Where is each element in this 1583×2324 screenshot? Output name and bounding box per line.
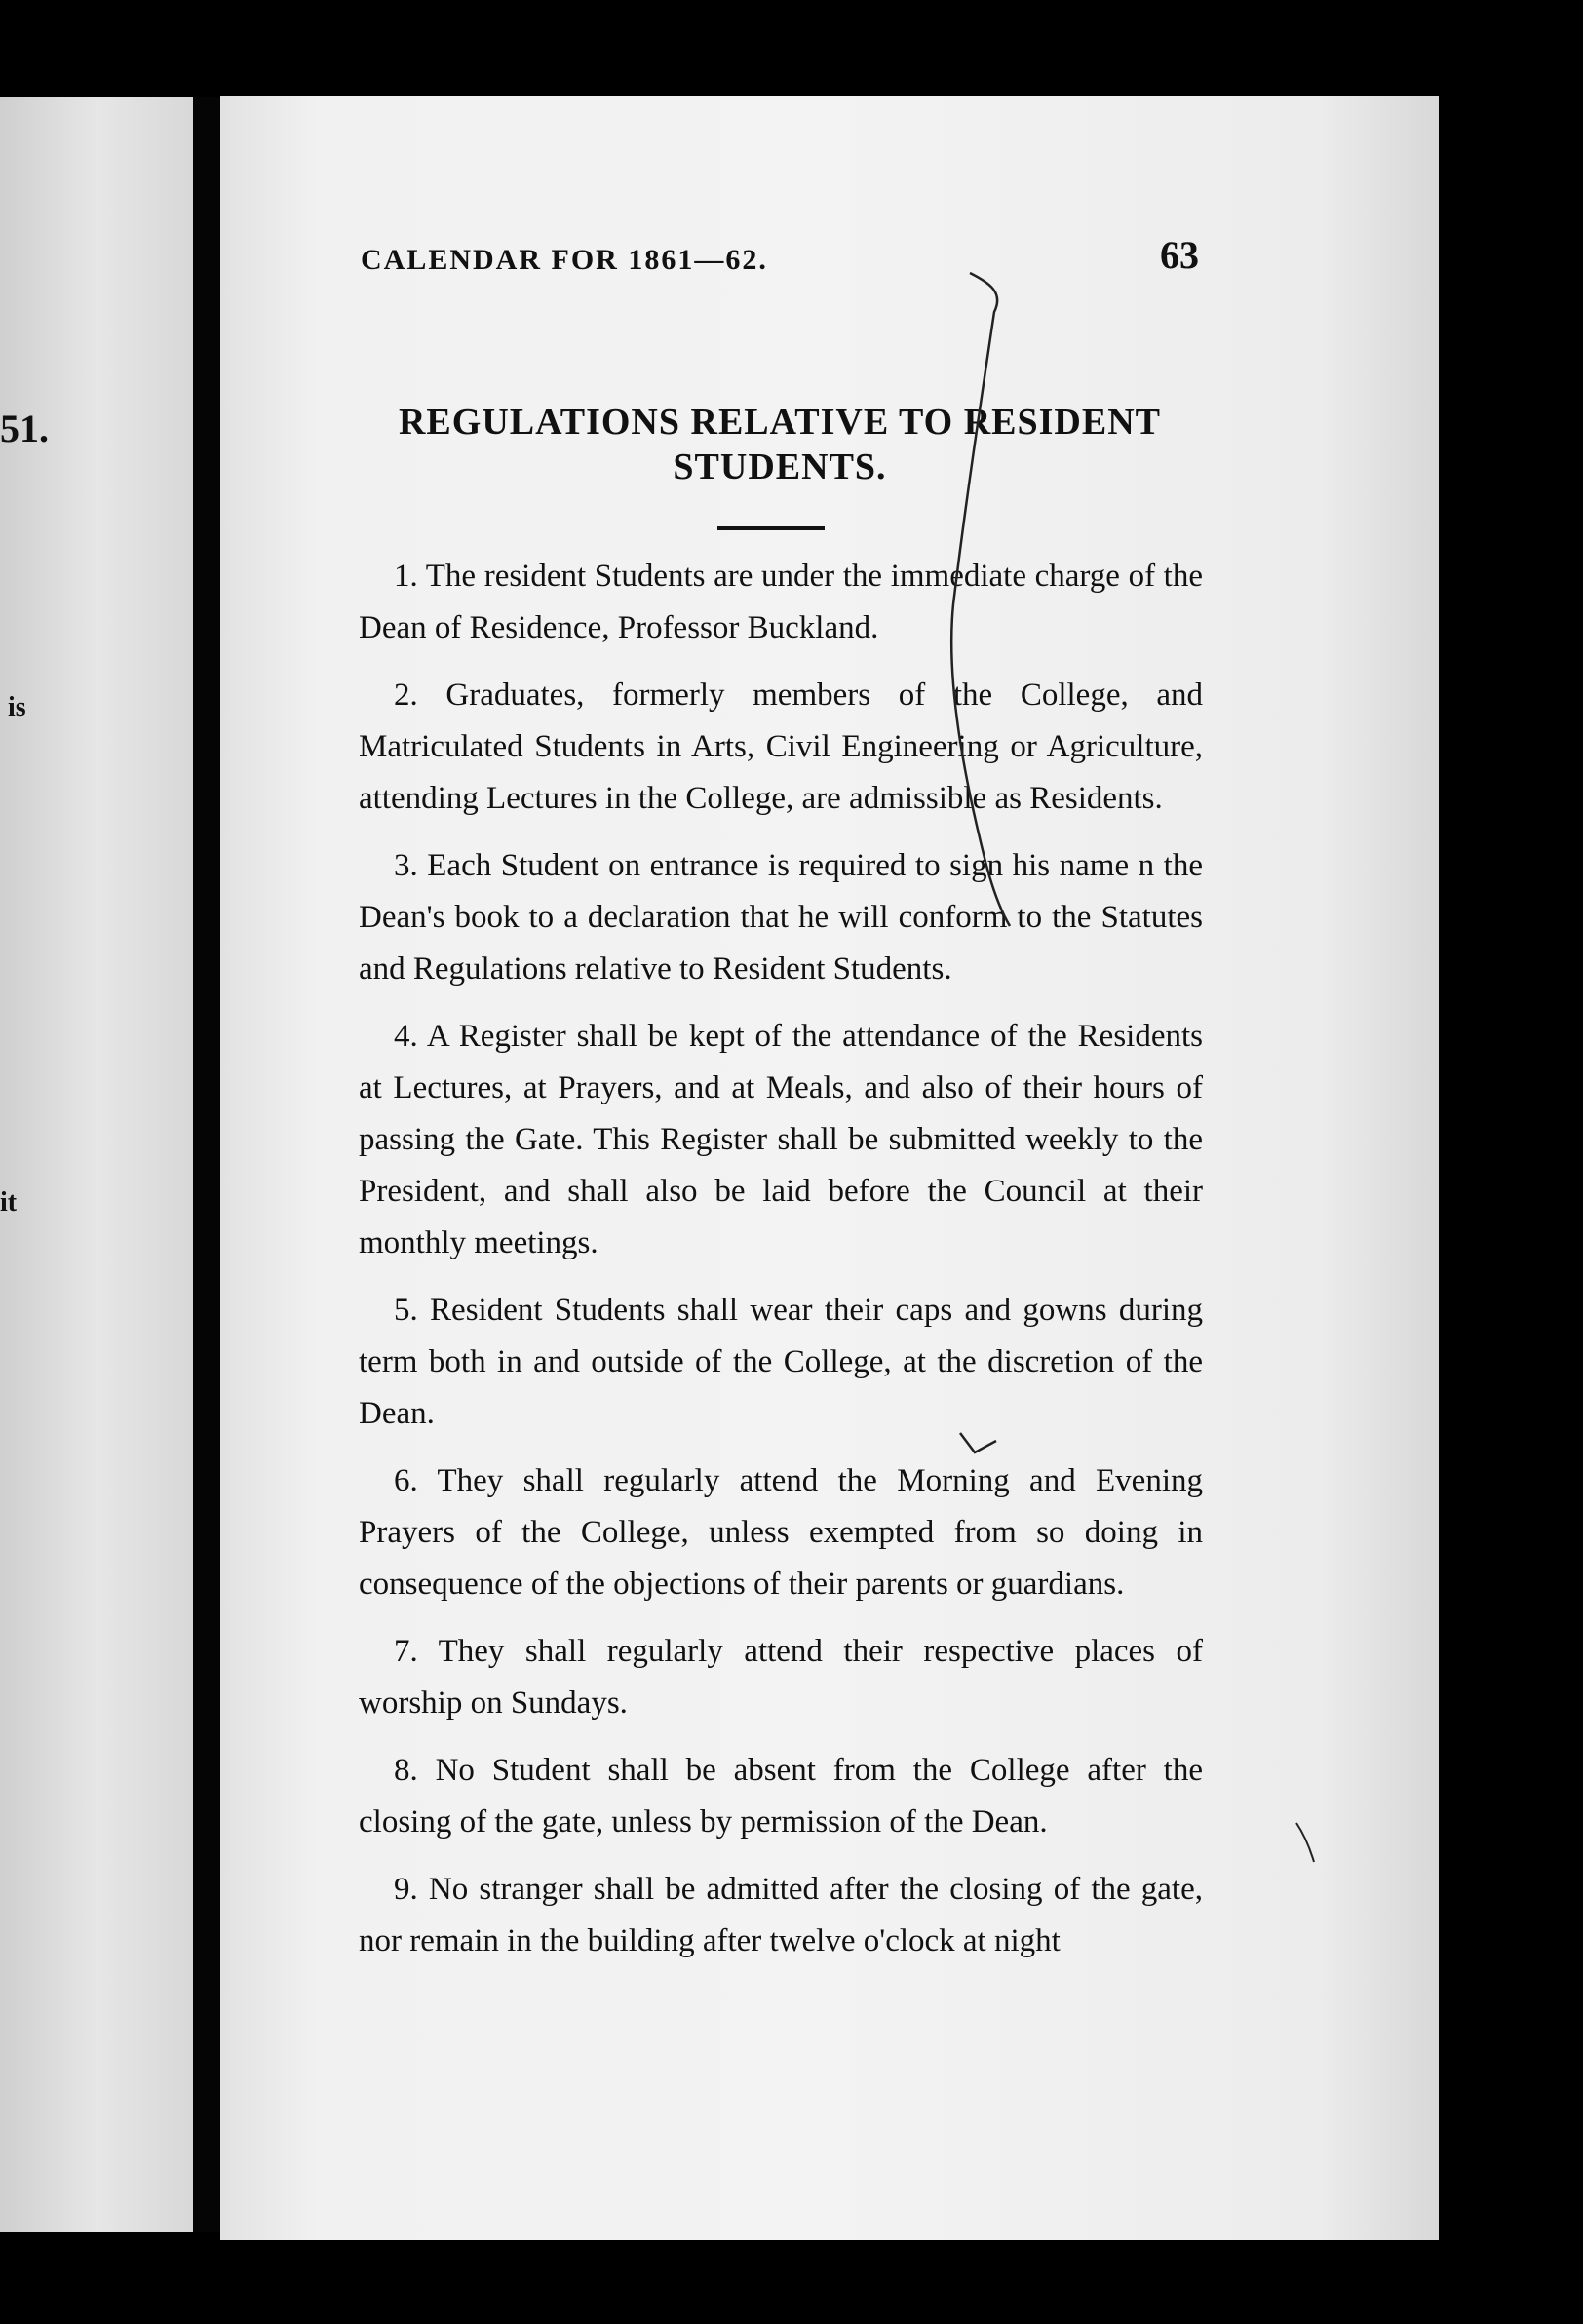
page-gutter	[193, 97, 220, 2232]
title-line-2: STUDENTS.	[673, 446, 887, 487]
regulation-paragraph: 8. No Student shall be absent from the College after the closing of the gate, unless by permission of the Dean.	[359, 1753, 1203, 1840]
regulation-paragraph: 7. They shall regularly attend their respective places of worship on Sundays.	[359, 1634, 1203, 1721]
title-rule	[717, 526, 825, 530]
left-page-text-fragment: is	[8, 692, 26, 722]
regulation-paragraph: 2. Graduates, formerly members of the College, and Matriculated Students in Arts, Civil Engineering or Agriculture, attending Lectures in the College, are admissible as Residents.	[359, 678, 1203, 816]
running-header	[361, 233, 1199, 302]
left-page-fragment	[0, 97, 193, 2232]
running-title: CALENDAR FOR 1861—62.	[361, 244, 768, 276]
page-number: 63	[1160, 233, 1199, 277]
left-page-text-fragment: it	[0, 1187, 18, 1218]
regulations-body	[359, 551, 1203, 1983]
regulation-paragraph: 5. Resident Students shall wear their caps and gowns during term both in and outside of the College, at the discretion of the Dean.	[359, 1293, 1203, 1431]
regulation-paragraph: 1. The resident Students are under the immediate charge of the Dean of Residence, Professor Buckland.	[359, 559, 1203, 645]
title-line-1: REGULATIONS RELATIVE TO RESIDENT	[398, 402, 1162, 443]
regulation-paragraph: 6. They shall regularly attend the Morning and Evening Prayers of the College, unless exempted from so doing in consequence of the objections of their parents or guardians.	[359, 1463, 1203, 1602]
regulation-paragraph: 4. A Register shall be kept of the attendance of the Residents at Lectures, at Prayers, and at Meals, and also of their hours of passing the Gate. This Register shall be submitted weekly to the President, and shall also be laid before the Council at their monthly meetings.	[359, 1019, 1203, 1260]
left-page-text-fragment: 51.	[0, 407, 49, 450]
page-title	[380, 400, 1179, 489]
regulation-paragraph: 9. No stranger shall be admitted after the closing of the gate, nor remain in the building after twelve o'clock at night	[359, 1872, 1203, 1958]
regulation-paragraph: 3. Each Student on entrance is required to sign his name n the Dean's book to a declaration that he will conform to the Statutes and Regulations relative to Resident Students.	[359, 848, 1203, 987]
